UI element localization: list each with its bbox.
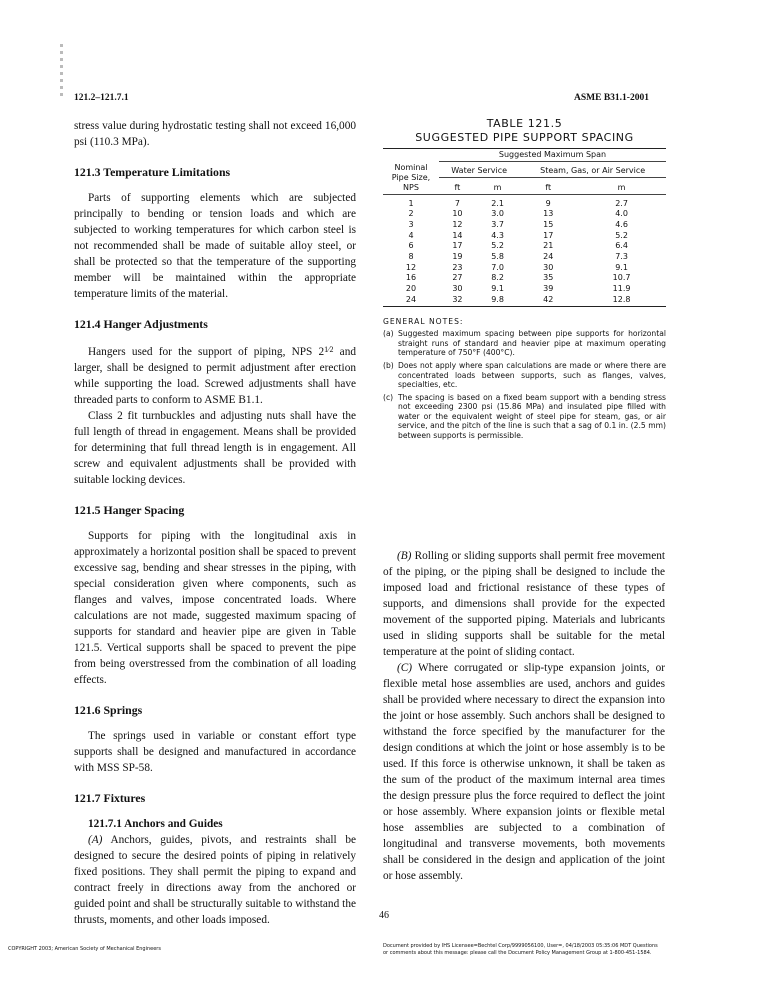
intro-paragraph: stress value during hydrostatic testing shall not exceed 16,000 psi (110.3 MPa). <box>74 120 356 148</box>
running-header-section: 121.2–121.7.1 <box>74 93 129 103</box>
table-cell: 21 <box>543 241 554 251</box>
section-heading: 121.6 Springs <box>74 703 143 717</box>
table-cell: 39 <box>543 284 554 294</box>
table-cell: 9.1 <box>615 262 628 272</box>
table-cell: 2 <box>408 209 414 219</box>
table-row <box>383 220 666 231</box>
subsection-heading: 121.7.1 Anchors and Guides <box>88 818 223 830</box>
note-text: Does not apply where span calculations are made or where there are concentrated loads between supports, such as flanges, valves, specialties, etc. <box>398 360 666 390</box>
section-121-5 <box>74 502 356 688</box>
table-cell: 19 <box>452 252 463 262</box>
footer-license: Document provided by IHS Licensee=Bechtel Corp/9999056100, User=, 04/18/2003 05:35:06 MDT Questions or comments about this message: please call the Document Policy Management Group at 1-800-451-1584. <box>383 943 658 956</box>
table-cell: 3.0 <box>491 209 504 219</box>
table-cell: 24 <box>543 252 554 262</box>
table-cell: 16 <box>405 273 417 283</box>
table-cell: 4.0 <box>615 209 628 219</box>
table-cell: 14 <box>452 230 463 240</box>
table-cell: 7.0 <box>491 262 504 272</box>
table-cell: 3 <box>408 219 414 229</box>
table-cell: 7.3 <box>615 252 628 262</box>
table-cell: 9.8 <box>491 294 504 304</box>
section-body: Parts of supporting elements which are subjected principally to bending or tension loads and which are subjected to working temperatures for which carbon steel is not recommended shall be made of suitable alloy steel, or shall be protected so that the temperature of the supporting member will be maintained within the appropriate temperature limits of the material. <box>74 192 356 300</box>
section-heading: 121.7 Fixtures <box>74 791 146 805</box>
paragraph-c <box>383 660 665 884</box>
footer-copyright: COPYRIGHT 2003; American Society of Mechanical Engineers <box>8 946 161 952</box>
unit-header: ft <box>454 182 461 192</box>
section-121-6 <box>74 702 356 776</box>
table-cell: 35 <box>543 273 554 283</box>
notes-title: GENERAL NOTES: <box>383 316 464 326</box>
table-cell: 13 <box>543 209 554 219</box>
table-cell: 23 <box>452 262 463 272</box>
page-number: 46 <box>379 910 389 921</box>
column-header-steam: Steam, Gas, or Air Service <box>519 162 666 178</box>
text-run: Anchors, guides, pivots, and restraints shall be designed to secure the desired points of piping in relatively fixed positions. They shall permit the piping to expand and contract freely in directions away from the anchored or guided point and shall be structurally suitable to withstand the thrusts, moments, and other loads imposed. <box>74 834 356 926</box>
unit-header: ft <box>545 182 552 192</box>
note-item <box>383 393 666 441</box>
table-cell: 5.8 <box>491 252 504 262</box>
table-cell: 42 <box>543 294 554 304</box>
table-121-5 <box>383 117 666 444</box>
unit-header: m <box>493 182 502 192</box>
note-text: The spacing is based on a fixed beam support with a bending stress not exceeding 2300 psi (15.86 MPa) and insulated pipe filled with water or the equivalent weight of steel pipe for steam, gas, or air service, and the pitch of the line is such that a sag of 0.1 in. (2.5 mm) between supports is permissible. <box>398 392 666 441</box>
table-number: TABLE 121.5 <box>486 117 563 130</box>
table-cell: 32 <box>452 294 463 304</box>
table-row <box>383 273 666 284</box>
table-cell: 9 <box>545 198 551 208</box>
section-121-3 <box>74 164 356 302</box>
section-heading: 121.5 Hanger Spacing <box>74 503 185 517</box>
spacing-table <box>383 148 666 307</box>
section-body: The springs used in variable or constant effort type supports shall be designed and manufactured in accordance with MSS SP-58. <box>74 730 356 774</box>
table-cell: 6 <box>408 241 414 251</box>
text-run: Rolling or sliding supports shall permit free movement of the piping, or the piping shall be designed to include the imposed load and frictional resistance of these types of supports, and dimensions shall provide for the expected movement of the supported piping. Materials and lubricants used in sliding supports shall be suitable for the metal temperature at the point of sliding contact. <box>383 550 665 658</box>
table-row <box>383 209 666 220</box>
section-heading: 121.4 Hanger Adjustments <box>74 317 208 331</box>
table-cell: 4 <box>408 230 414 240</box>
table-cell: 1 <box>408 198 414 208</box>
table-row <box>383 241 666 252</box>
note-item <box>383 361 666 390</box>
table-row <box>383 252 666 263</box>
column-header-nps: Nominal Pipe Size, NPS <box>391 162 431 192</box>
section-body <box>74 342 356 408</box>
group-header: Suggested Maximum Span <box>439 149 666 162</box>
text-run: and larger, shall be designed to permit adjustment after erection while supporting the load. Screwed adjustments shall have threaded parts to conform to ASME B1.1. <box>74 346 356 406</box>
unit-header: m <box>617 182 626 192</box>
table-cell: 12.8 <box>612 294 631 304</box>
fraction: 1⁄2 <box>324 345 334 354</box>
table-cell: 3.7 <box>491 219 504 229</box>
note-label: (c) <box>383 392 394 402</box>
section-heading: 121.3 Temperature Limitations <box>74 165 231 179</box>
note-text: Suggested maximum spacing between pipe supports for horizontal straight runs of standard and heavier pipe at maximum operating temperature of 750°F (400°C). <box>398 329 666 358</box>
section-121-4 <box>74 316 356 488</box>
section-body: Supports for piping with the longitudinal axis in approximately a horizontal position shall be spaced to prevent excessive sag, bending and shear stresses in the piping, with special consideration given where components, such as flanges and valves, impose concentrated loads. Where calculations are not made, suggested maximum spacing of supports for standard and heavier pipe are given in Table 121.5. Vertical supports shall be spaced to prevent the pipe from being overstressed from the combination of all loading effects. <box>74 530 356 686</box>
note-label: (a) <box>383 329 394 339</box>
margin-marks <box>58 40 66 100</box>
table-cell: 8 <box>408 252 414 262</box>
table-cell: 11.9 <box>612 284 631 294</box>
item-label: (C) <box>397 662 413 674</box>
note-item <box>383 329 666 358</box>
right-column <box>383 548 665 884</box>
table-cell: 20 <box>405 284 417 294</box>
column-header-water: Water Service <box>439 162 519 178</box>
text-run: Where corrugated or slip-type expansion joints, or flexible metal hose assemblies are used, anchors and guides shall be provided where necessary to direct the expansion into the joint or hose assembly. Such anchors shall be designed to withstand the force specified by the manufacturer for the design conditions at which the joint or hose assembly is to be used. If this force is otherwise unknown, it shall be taken as the sum of the product of the maximum internal area times the design pressure plus the force required to deflect the joint or hose assembly. Where expansion joints or flexible metal hose assemblies are subjected to a combination of longitudinal and transverse movements, both movements shall be considered in the design and application of the joint or hose assembly. <box>383 662 665 882</box>
table-cell: 9.1 <box>491 284 504 294</box>
table-cell: 8.2 <box>491 273 504 283</box>
table-cell: 4.6 <box>615 219 628 229</box>
table-cell: 17 <box>543 230 554 240</box>
table-row <box>383 194 666 209</box>
table-cell: 15 <box>543 219 554 229</box>
table-cell: 30 <box>452 284 463 294</box>
paragraph-b <box>383 548 665 660</box>
table-row <box>383 295 666 306</box>
table-row <box>383 263 666 274</box>
table-cell: 30 <box>543 262 554 272</box>
text-run: Hangers used for the support of piping, NPS 2 <box>88 346 325 358</box>
section-body: Class 2 fit turnbuckles and adjusting nuts shall have the full length of thread in engagement. Means shall be provided for determining that full thread length is in engagement. All screw and equivalent adjustments shall be provided with suitable locking devices. <box>74 410 356 486</box>
table-notes <box>383 317 666 441</box>
item-label: (B) <box>397 550 412 562</box>
table-cell: 6.4 <box>615 241 628 251</box>
running-header-standard: ASME B31.1-2001 <box>574 93 649 103</box>
table-cell: 10.7 <box>612 273 631 283</box>
item-label: (A) <box>88 834 103 846</box>
table-cell: 2.7 <box>615 198 628 208</box>
table-cell: 12 <box>452 219 463 229</box>
note-label: (b) <box>383 360 394 370</box>
section-121-7 <box>74 790 356 928</box>
table-cell: 10 <box>452 209 463 219</box>
table-cell: 5.2 <box>491 241 504 251</box>
table-cell: 17 <box>452 241 463 251</box>
table-row <box>383 284 666 295</box>
table-cell: 12 <box>405 262 417 272</box>
table-row <box>383 231 666 242</box>
table-cell: 5.2 <box>615 230 628 240</box>
table-cell: 7 <box>454 198 460 208</box>
table-cell: 27 <box>452 273 463 283</box>
table-cell: 24 <box>405 294 417 304</box>
table-cell: 2.1 <box>491 198 504 208</box>
left-column <box>74 118 356 928</box>
table-cell: 4.3 <box>491 230 504 240</box>
table-title: SUGGESTED PIPE SUPPORT SPACING <box>415 131 634 144</box>
